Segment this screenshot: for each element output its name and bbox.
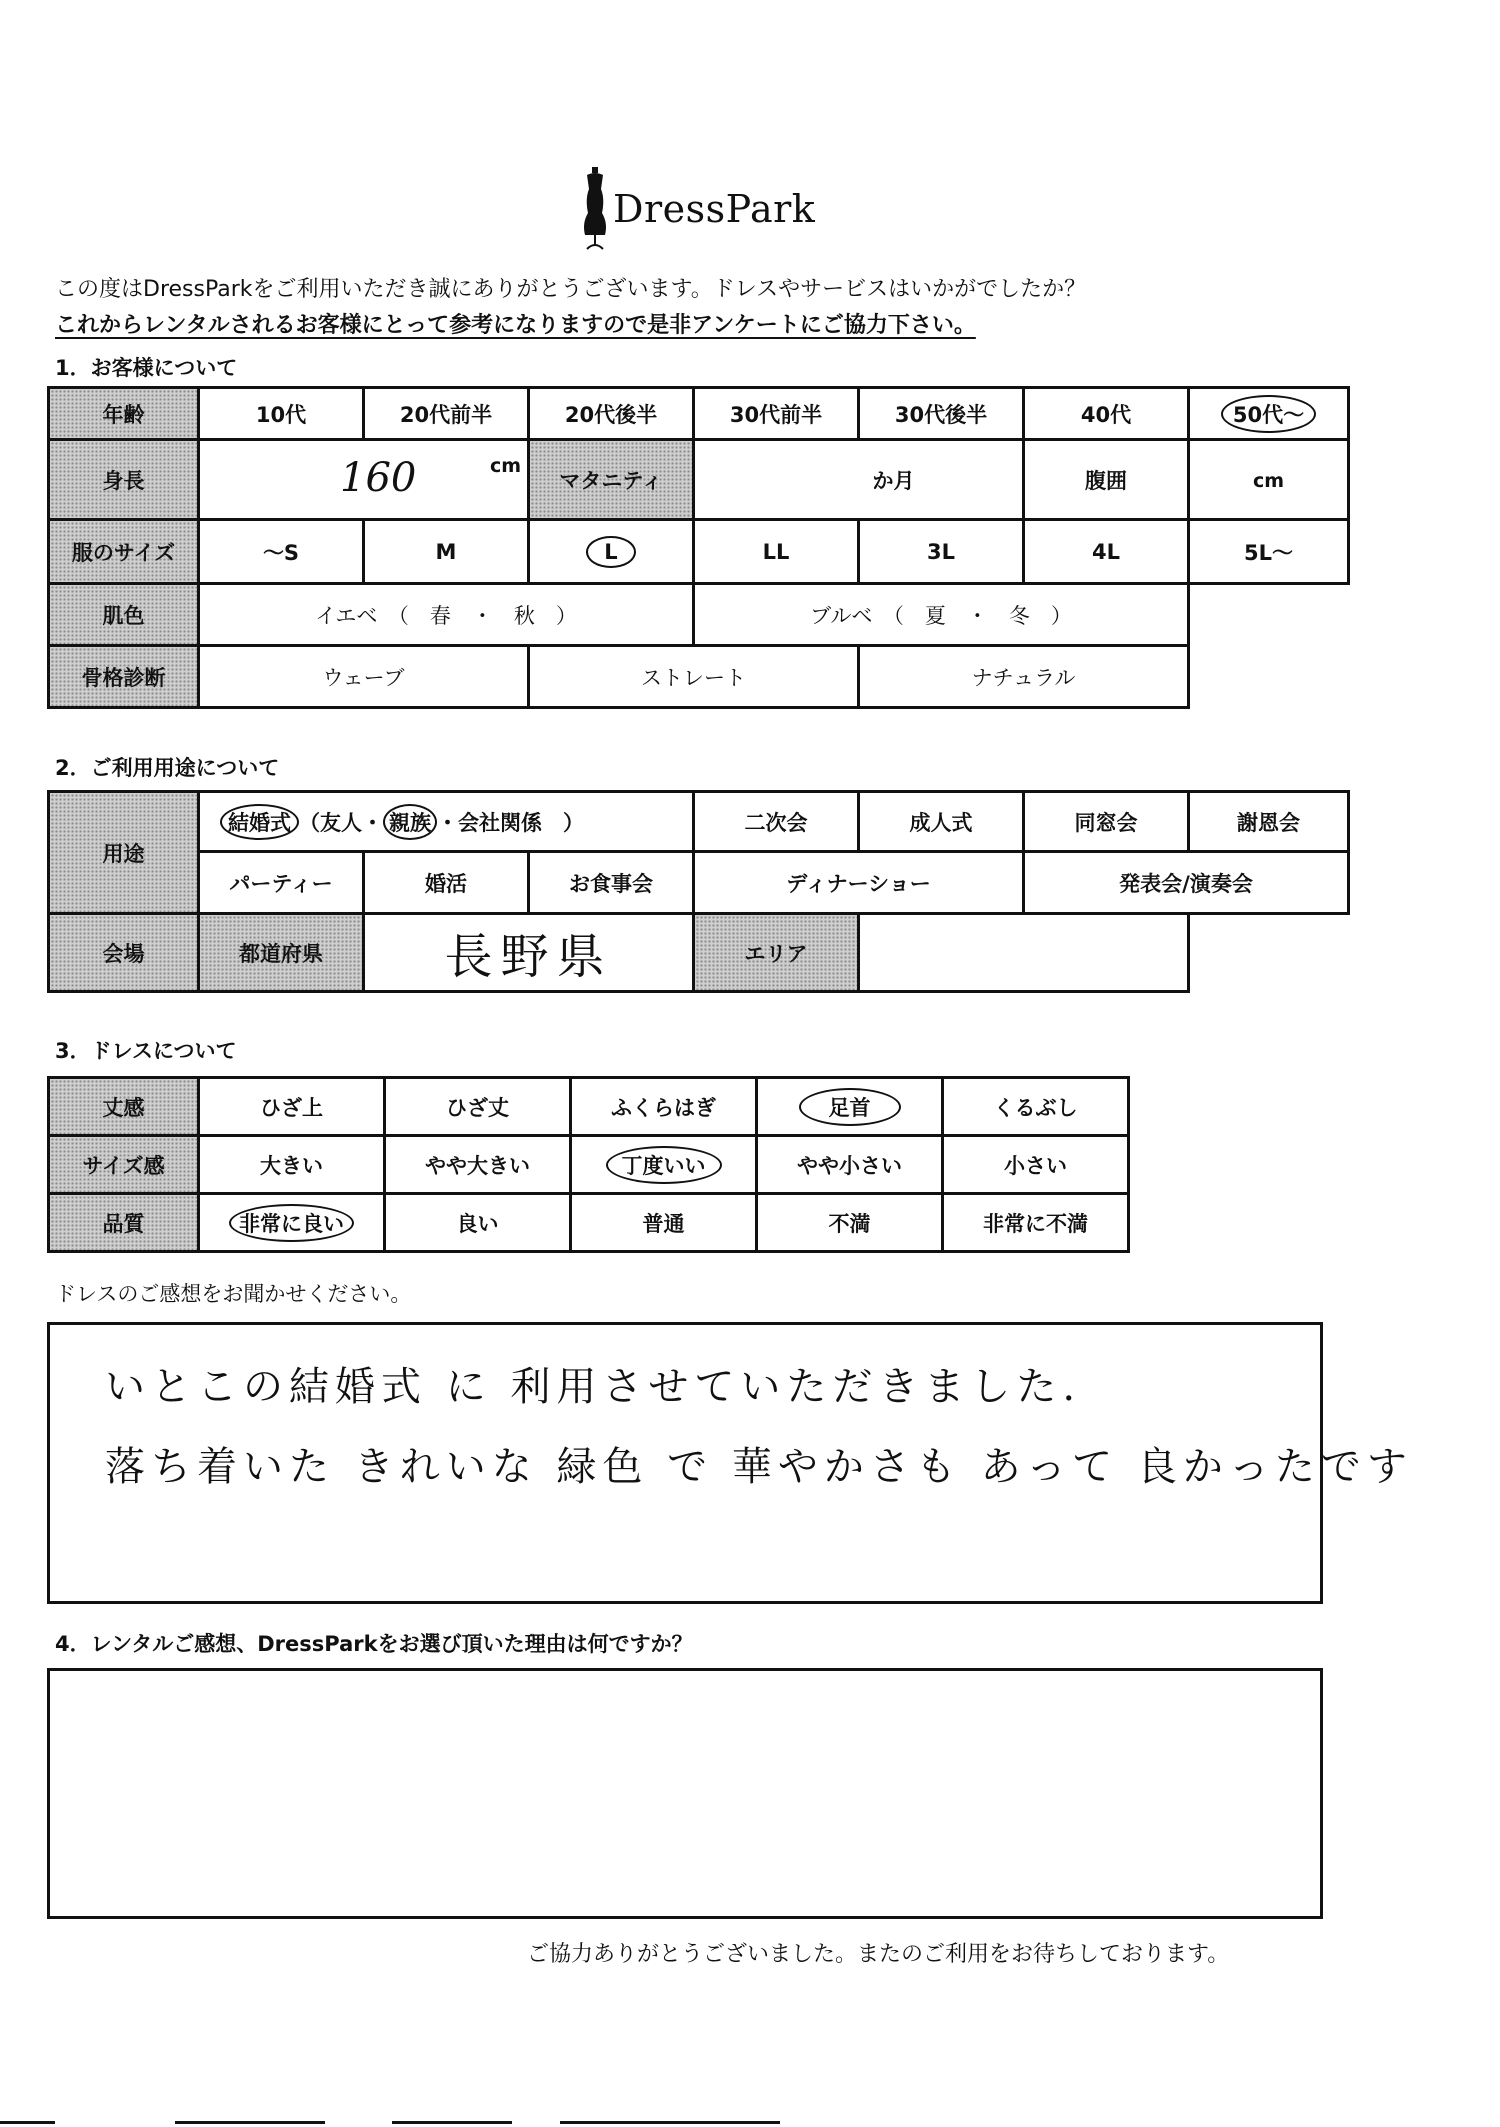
prefecture-label: 都道府県 — [199, 914, 364, 992]
quality-option[interactable]: 普通 — [571, 1194, 757, 1252]
section3-title: 3．ドレスについて — [55, 1039, 237, 1063]
fit-label: サイズ感 — [49, 1136, 199, 1194]
fit-row — [49, 1136, 1129, 1194]
size-option[interactable]: 3L — [859, 520, 1024, 584]
wedding-friend: 友人・ — [320, 810, 383, 835]
height-field[interactable] — [199, 440, 529, 520]
section1-title: 1．お客様について — [55, 356, 238, 380]
footer-thanks: ご協力ありがとうございました。またのご利用をお待ちしております。 — [527, 1942, 1230, 1967]
purpose-option[interactable]: お食事会 — [529, 852, 694, 914]
comment-line-1: いとこの結婚式 に 利用させていただきました. — [105, 1364, 1082, 1410]
maternity-label: マタニティ — [529, 440, 694, 520]
section4-title: 4．レンタルご感想、DressParkをお選び頂いた理由は何ですか？ — [55, 1632, 693, 1656]
customer-table — [47, 386, 1350, 709]
length-row — [49, 1078, 1129, 1136]
quality-option[interactable]: 非常に不満 — [943, 1194, 1129, 1252]
section2-title: 2．ご利用用途について — [55, 756, 280, 780]
usage-table — [47, 790, 1350, 993]
quality-row — [49, 1194, 1129, 1252]
family-circle: 親族 — [383, 804, 437, 840]
age-option[interactable]: 30代後半 — [859, 388, 1024, 440]
waist-label: 腹囲 — [1024, 440, 1189, 520]
size-option-selected[interactable] — [529, 520, 694, 584]
purpose-label: 用途 — [49, 792, 199, 914]
fit-option[interactable]: やや小さい — [757, 1136, 943, 1194]
size-option[interactable]: 5L～ — [1189, 520, 1349, 584]
frame-row — [49, 646, 1349, 708]
age-option[interactable]: 30代前半 — [694, 388, 859, 440]
length-label: 丈感 — [49, 1078, 199, 1136]
area-field[interactable] — [859, 914, 1189, 992]
height-value: 160 — [340, 455, 417, 501]
wedding-option[interactable] — [199, 792, 694, 852]
purpose-row-1 — [49, 792, 1349, 852]
skin-row — [49, 584, 1349, 646]
frame-option[interactable]: ナチュラル — [859, 646, 1189, 708]
intro-request: これからレンタルされるお客様にとって参考になりますので是非アンケートにご協力下さい。 — [55, 313, 976, 338]
prefecture-value: 長野県 — [444, 929, 613, 985]
brand-logo — [575, 165, 835, 255]
frame-option[interactable]: ウェーブ — [199, 646, 529, 708]
skin-option-yellow[interactable]: イエベ （ 春 ・ 秋 ） — [199, 584, 694, 646]
size-row — [49, 520, 1349, 584]
quality-label: 品質 — [49, 1194, 199, 1252]
quality-option[interactable]: 不満 — [757, 1194, 943, 1252]
intro-text: この度はDressParkをご利用いただき誠にありがとうございます。ドレスやサービスはいかがでしたか？ — [55, 277, 1087, 302]
age-row — [49, 388, 1349, 440]
scan-artifact — [0, 2121, 55, 2124]
scan-artifact — [560, 2121, 780, 2124]
skin-label: 肌色 — [49, 584, 199, 646]
size-option[interactable]: ～S — [199, 520, 364, 584]
dress-comment-box[interactable] — [47, 1322, 1413, 1604]
length-option[interactable]: ひざ上 — [199, 1078, 385, 1136]
comment-prompt: ドレスのご感想をお聞かせください。 — [55, 1282, 412, 1306]
fit-option[interactable]: 小さい — [943, 1136, 1129, 1194]
size-option[interactable]: M — [364, 520, 529, 584]
height-label: 身長 — [49, 440, 199, 520]
fit-option[interactable]: 大きい — [199, 1136, 385, 1194]
quality-option[interactable]: 良い — [385, 1194, 571, 1252]
purpose-option[interactable]: 成人式 — [859, 792, 1024, 852]
size-option[interactable]: 4L — [1024, 520, 1189, 584]
wedding-company: ・会社関係 ） — [437, 810, 584, 835]
rental-comment-box[interactable] — [47, 1668, 1323, 1919]
venue-label: 会場 — [49, 914, 199, 992]
selection-circle: 足首 — [799, 1088, 901, 1126]
selection-circle: 非常に良い — [229, 1204, 354, 1242]
age-option[interactable]: 10代 — [199, 388, 364, 440]
frame-label: 骨格診断 — [49, 646, 199, 708]
area-label: エリア — [694, 914, 859, 992]
length-option[interactable]: ふくらはぎ — [571, 1078, 757, 1136]
purpose-option[interactable]: パーティー — [199, 852, 364, 914]
fit-option-selected[interactable] — [571, 1136, 757, 1194]
dress-form-icon — [575, 165, 615, 255]
waist-unit: cm — [1252, 469, 1285, 492]
quality-option-selected[interactable] — [199, 1194, 385, 1252]
scan-artifact — [392, 2121, 512, 2124]
skin-option-blue[interactable]: ブルベ （ 夏 ・ 冬 ） — [694, 584, 1189, 646]
purpose-row-2 — [49, 852, 1349, 914]
wedding-circle: 結婚式 — [220, 804, 299, 840]
selection-circle: 丁度いい — [606, 1146, 722, 1184]
comment-line-2: 落ち着いた きれいな 緑色 で 華やかさも あって 良かったです — [105, 1444, 1413, 1490]
maternity-months-field[interactable] — [694, 440, 1024, 520]
months-unit: か月 — [872, 468, 915, 493]
purpose-option[interactable]: 同窓会 — [1024, 792, 1189, 852]
size-option[interactable]: LL — [694, 520, 859, 584]
purpose-option[interactable]: 発表会/演奏会 — [1024, 852, 1349, 914]
length-option-selected[interactable] — [757, 1078, 943, 1136]
purpose-option[interactable]: 謝恩会 — [1189, 792, 1349, 852]
fit-option[interactable]: やや大きい — [385, 1136, 571, 1194]
purpose-option[interactable]: 婚活 — [364, 852, 529, 914]
length-option[interactable]: くるぶし — [943, 1078, 1129, 1136]
brand-name: DressPark — [613, 187, 816, 231]
age-option-selected[interactable] — [1189, 388, 1349, 440]
venue-row — [49, 914, 1349, 992]
wedding-paren: （ — [299, 810, 320, 835]
purpose-option[interactable]: 二次会 — [694, 792, 859, 852]
scan-artifact — [175, 2121, 325, 2124]
frame-option[interactable]: ストレート — [529, 646, 859, 708]
dress-table — [47, 1076, 1130, 1253]
age-option[interactable]: 20代前半 — [364, 388, 529, 440]
age-option[interactable]: 40代 — [1024, 388, 1189, 440]
size-label: 服のサイズ — [49, 520, 199, 584]
age-option[interactable]: 20代後半 — [529, 388, 694, 440]
prefecture-field[interactable] — [364, 914, 694, 992]
height-row — [49, 440, 1349, 520]
selection-circle: L — [586, 536, 635, 568]
purpose-option[interactable]: ディナーショー — [694, 852, 1024, 914]
length-option[interactable]: ひざ丈 — [385, 1078, 571, 1136]
height-unit: cm — [489, 455, 521, 477]
age-label: 年齢 — [49, 388, 199, 440]
selection-circle: 50代～ — [1221, 395, 1316, 433]
waist-field[interactable] — [1189, 440, 1349, 520]
